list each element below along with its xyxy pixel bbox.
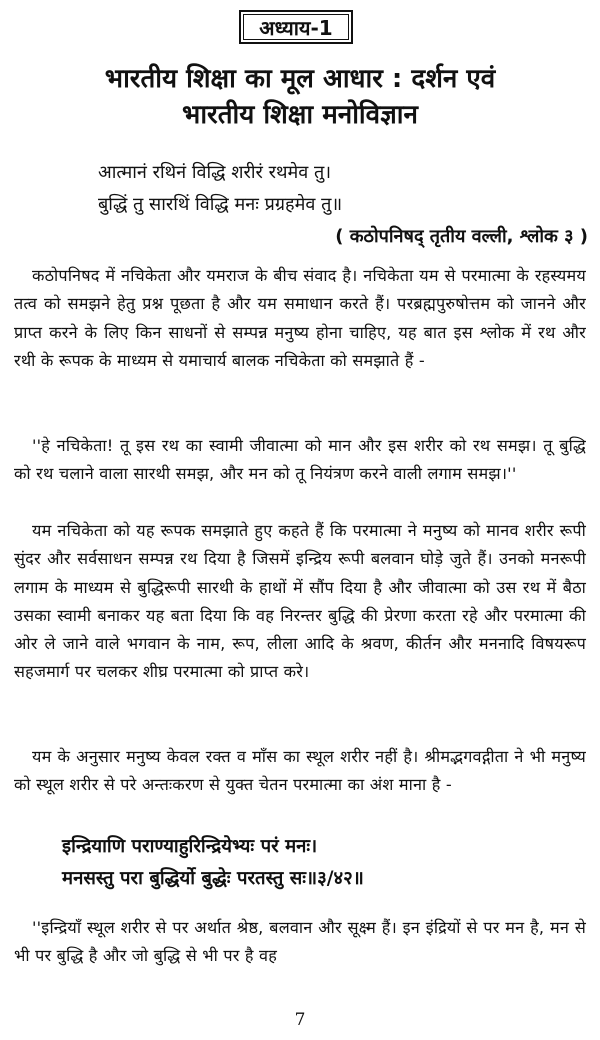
chapter-title-line-2: भारतीय शिक्षा मनोविज्ञान — [182, 100, 418, 130]
chapter-label — [239, 10, 353, 44]
verse-2-line-2: मनसस्तु परा बुद्धिर्यो बुद्धेः परतस्तु सः॥३/४२॥ — [62, 868, 364, 889]
chapter-label-text: अध्याय-1 — [259, 15, 333, 40]
paragraph-4: यम के अनुसार मनुष्य केवल रक्त व माँस का स्थूल शरीर नहीं है। श्रीमद्भगवद्गीता ने भी मनुष्य को स्थूल शरीर से परे अन्तःकरण से युक्त चेतन परमात्मा का अंश माना है - — [14, 747, 586, 795]
verse-2-line-1: इन्द्रियाणि पराण्याहुरिन्द्रियेभ्यः परं मनः। — [62, 836, 318, 857]
page-number: 7 — [294, 1010, 306, 1030]
paragraph-3: यम नचिकेता को यह रूपक समझाते हुए कहते हैं कि परमात्मा ने मनुष्य को मानव शरीर रूपी सुंदर और सर्वसाधन सम्पन्न रथ दिया है जिसमें इन्द्रिय रूपी बलवान घोड़े जुते हैं। उनको मनरूपी लगाम के माध्यम से बुद्धिरूपी सारथी के हाथों में सौंप दिया है और जीवात्मा को उस रथ में बैठा उसका स्वामी बनाकर यह बता दिया कि वह निरन्तर बुद्धि की प्रेरणा करता रहे और परमात्मा की ओर ले जाने वाले भगवान के नाम, रूप, लीला आदि के श्रवण, कीर्तन और मननादि विषयरूप सहजमार्ग पर चलकर शीघ्र परमात्मा को प्राप्त करे। — [14, 521, 586, 682]
paragraph-2-quote: ''हे नचिकेता! तू इस रथ का स्वामी जीवात्मा को मान और इस शरीर को रथ समझ। तू बुद्धि को रथ चलाने वाला सारथी समझ, और मन को तू नियंत्रण करने वाली लगाम समझ।'' — [14, 436, 586, 484]
chapter-title-line-1: भारतीय शिक्षा का मूल आधार : दर्शन एवं — [104, 64, 496, 94]
verse-citation: ( कठोपनिषद् तृतीय वल्ली, श्लोक ३ ) — [335, 226, 588, 247]
paragraph-5-quote: ''इन्द्रियाँ स्थूल शरीर से पर अर्थात श्रेष्ठ, बलवान और सूक्ष्म हैं। इन इंद्रियों से पर मन है, मन से भी पर बुद्धि है और जो बुद्धि से भी पर है वह — [14, 918, 586, 966]
verse-1-line-1: आत्मानं रथिनं विद्धि शरीरं रथमेव तु। — [98, 162, 332, 183]
paragraph-1: कठोपनिषद में नचिकेता और यमराज के बीच संवाद है। नचिकेता यम से परमात्मा के रहस्यमय तत्व को समझने हेतु प्रश्न पूछता है और यम समाधान करते हैं। परब्रह्मपुरुषोत्तम को जानने और प्राप्त करने के लिए किन साधनों से सम्पन्न मनुष्य होना चाहिए, यह बात इस श्लोक में रथ और रथी के रूपक के माध्यम से यमाचार्य बालक नचिकेता को समझाते हैं - — [14, 266, 586, 370]
verse-1-line-2: बुद्धिं तु सारथिं विद्धि मनः प्रग्रहमेव तु॥ — [98, 194, 343, 215]
